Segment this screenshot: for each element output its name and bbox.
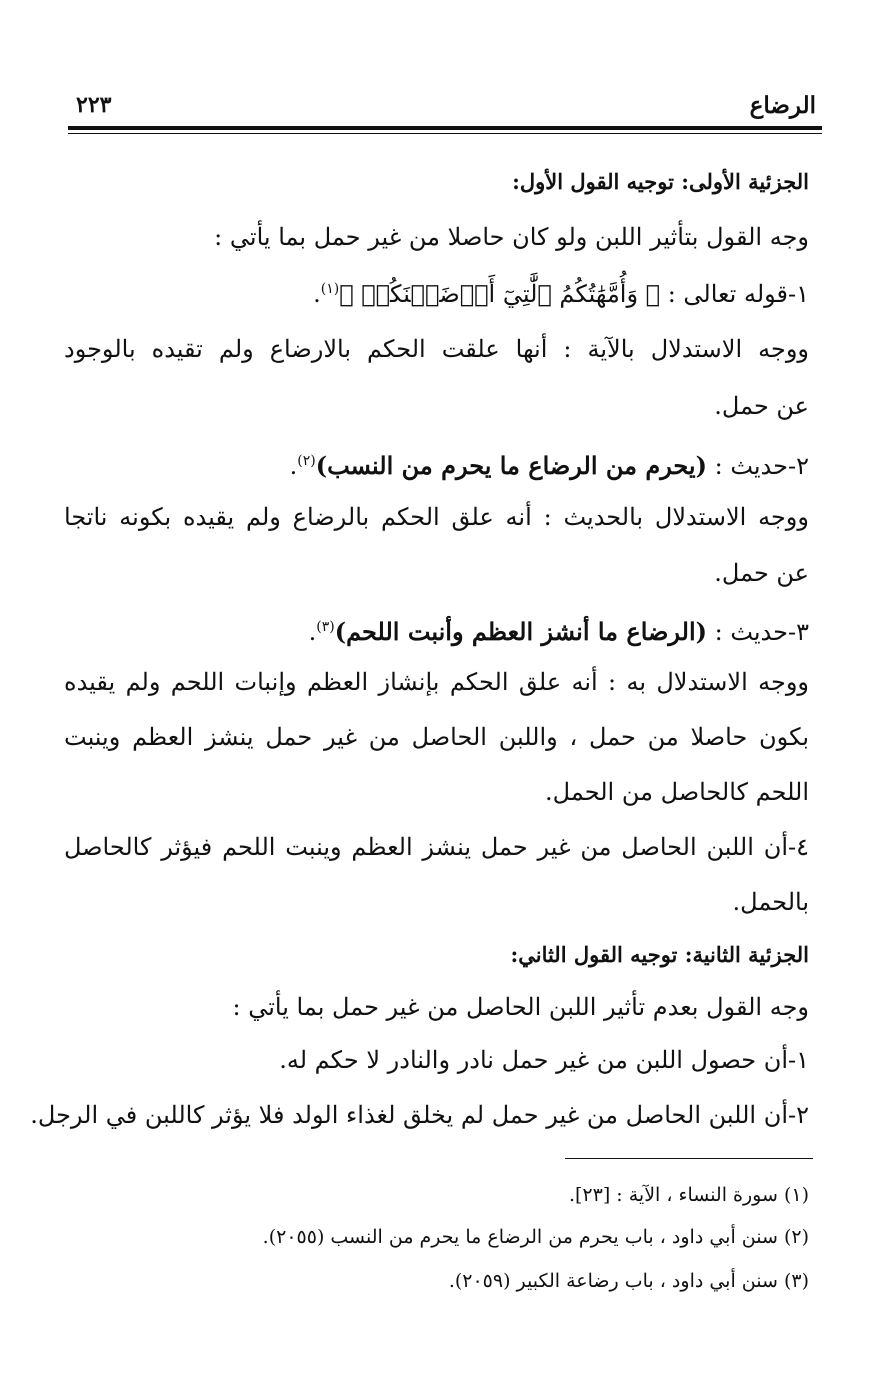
header-rule-thin: [68, 133, 822, 134]
argument-3-line-3: اللحم كالحاصل من الحمل.: [545, 778, 809, 806]
argument-1-line-2: عن حمل.: [714, 392, 809, 420]
page-number: ٢٢٣: [76, 92, 112, 118]
hadith-text: (يحرم من الرضاع ما يحرم من النسب): [315, 451, 707, 480]
footnote-ref-2: (٢): [297, 453, 316, 469]
item-end: .: [289, 452, 298, 480]
chapter-title: الرضاع: [749, 92, 816, 119]
item-prefix: ٢-حديث :: [706, 452, 809, 480]
item-end: .: [308, 618, 317, 646]
evidence-item-2: [64, 444, 809, 483]
counter-item-1: ١-أن حصول اللبن من غير حمل نادر والنادر لا حكم له.: [279, 1046, 809, 1074]
section-heading-2: الجزئية الثانية: توجيه القول الثاني:: [510, 942, 809, 967]
footnote-3: (٣) سنن أبي داود ، باب رضاعة الكبير (٢٠٥٩).: [448, 1270, 809, 1292]
header-rule-thick: [68, 126, 822, 130]
footnote-ref-3: (٣): [316, 619, 335, 635]
argument-3-line-2: بكون حاصلا من حمل ، واللبن الحاصل من غير حمل ينشز العظم وينبت: [64, 723, 809, 751]
footnote-rule: [565, 1158, 813, 1159]
hadith-text: (الرضاع ما أنشز العظم وأنبت اللحم): [334, 617, 707, 646]
item-end: .: [313, 280, 321, 308]
running-header: [70, 92, 820, 122]
item-prefix: ٣-حديث :: [706, 618, 809, 646]
footnote-2: (٢) سنن أبي داود ، باب يحرم من الرضاع ما يحرم من النسب (٢٠٥٥).: [262, 1226, 809, 1248]
argument-2-line-2: عن حمل.: [714, 559, 809, 587]
quran-verse: ١-قوله تعالى : ﴿ وَأُمَّهَٰتُكُمُ ٱلَّٰتِيٓ أَرۡضَعۡنَكُمۡ ﴾: [339, 280, 809, 308]
evidence-item-1: [64, 272, 809, 311]
intro-line-2: وجه القول بعدم تأثير اللبن الحاصل من غير حمل بما يأتي :: [232, 993, 809, 1021]
argument-2-line-1: ووجه الاستدلال بالحديث : أنه علق الحكم بالرضاع ولم يقيده بكونه ناتجا: [64, 503, 809, 531]
evidence-item-4-line-2: بالحمل.: [732, 888, 809, 916]
argument-1-line-1: ووجه الاستدلال بالآية : أنها علقت الحكم بالارضاع ولم تقيده بالوجود: [64, 335, 809, 363]
section-heading-1: الجزئية الأولى: توجيه القول الأول:: [512, 169, 809, 194]
footnote-ref-1: (١): [320, 281, 340, 297]
intro-line-1: وجه القول بتأثير اللبن ولو كان حاصلا من غير حمل بما يأتي :: [214, 223, 809, 251]
argument-3-line-1: ووجه الاستدلال به : أنه علق الحكم بإنشاز العظم وإنبات اللحم ولم يقيده: [64, 668, 809, 696]
evidence-item-4-line-1: ٤-أن اللبن الحاصل من غير حمل ينشز العظم وينبت اللحم فيؤثر كالحاصل: [64, 833, 809, 861]
evidence-item-3: [64, 610, 809, 649]
footnote-1: (١) سورة النساء ، الآية : [٢٣].: [568, 1184, 809, 1206]
counter-item-2: ٢-أن اللبن الحاصل من غير حمل لم يخلق لغذاء الولد فلا يؤثر كاللبن في الرجل.: [30, 1101, 809, 1129]
